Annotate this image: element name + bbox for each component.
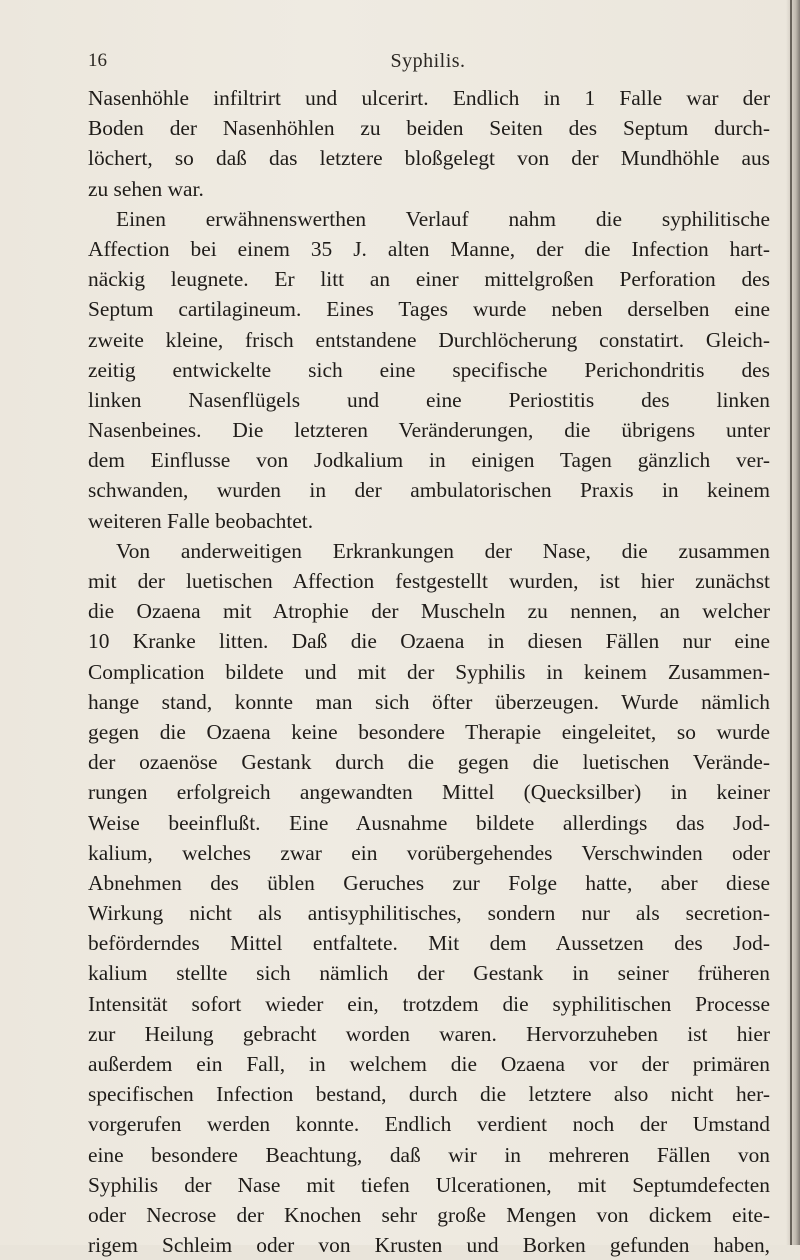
text-line: Intensität sofort wieder ein, trotzdem die syphilitischen Processe — [88, 991, 770, 1016]
text-line: löchert, so daß das letztere bloßgelegt von der Mundhöhle aus — [88, 146, 770, 171]
text-line: hange stand, konnte man sich öfter überzeugen. Wurde nämlich — [88, 689, 770, 714]
text-line: zur Heilung gebracht worden waren. Hervorzuheben ist hier — [88, 1021, 770, 1046]
text-line: vorgerufen werden konnte. Endlich verdient noch der Umstand — [88, 1112, 770, 1137]
running-head — [88, 50, 768, 80]
text-line: Wirkung nicht als antisyphilitisches, sondern nur als secretion- — [88, 901, 770, 926]
page-number: 16 — [88, 50, 107, 71]
text-line: näckig leugnete. Er litt an einer mittelgroßen Perforation des — [88, 267, 770, 292]
text-line: Weise beeinflußt. Eine Ausnahme bildete allerdings das Jod- — [88, 810, 770, 835]
text-line: oder Necrose der Knochen sehr große Mengen von dickem eite- — [88, 1202, 770, 1227]
body-text — [88, 83, 770, 1260]
text-line: Einen erwähnenswerthen Verlauf nahm die syphilitische — [116, 206, 770, 231]
text-line: kalium stellte sich nämlich der Gestank in seiner früheren — [88, 961, 770, 986]
text-line: specifischen Infection bestand, durch die letztere also nicht her- — [88, 1082, 770, 1107]
text-line: der ozaenöse Gestank durch die gegen die luetischen Verände- — [88, 750, 770, 775]
text-line: weiteren Falle beobachtet. — [88, 508, 314, 533]
text-line: Nasenbeines. Die letzteren Veränderungen, die übrigens unter — [88, 418, 770, 443]
text-line: schwanden, wurden in der ambulatorischen Praxis in keinem — [88, 478, 770, 503]
text-line: Complication bildete und mit der Syphilis in keinem Zusammen- — [88, 659, 770, 684]
paragraph — [88, 536, 770, 1260]
text-line: zu sehen war. — [88, 176, 204, 201]
text-line: Abnehmen des üblen Geruches zur Folge hatte, aber diese — [88, 870, 770, 895]
text-line: 10 Kranke litten. Daß die Ozaena in diesen Fällen nur eine — [88, 629, 770, 654]
text-line: Von anderweitigen Erkrankungen der Nase, die zusammen — [116, 538, 770, 563]
text-line: Septum cartilagineum. Eines Tages wurde neben derselben eine — [88, 297, 770, 322]
text-line: rungen erfolgreich angewandten Mittel (Quecksilber) in keiner — [88, 780, 770, 805]
text-line: rigem Schleim oder von Krusten und Borken gefunden haben, — [88, 1233, 770, 1258]
text-line: Syphilis der Nase mit tiefen Ulcerationen, mit Septumdefecten — [88, 1172, 770, 1197]
text-line: zweite kleine, frisch entstandene Durchlöcherung constatirt. Gleich- — [88, 327, 770, 352]
text-line: linken Nasenflügels und eine Periostitis des linken — [88, 387, 770, 412]
text-line: Nasenhöhle infiltrirt und ulcerirt. Endlich in 1 Falle war der — [88, 86, 770, 110]
page-edge-shadow — [786, 0, 800, 1245]
text-line: Affection bei einem 35 J. alten Manne, der die Infection hart- — [88, 236, 770, 261]
text-line: Boden der Nasenhöhlen zu beiden Seiten des Septum durch- — [88, 116, 770, 141]
paragraph — [88, 83, 770, 204]
paragraph — [88, 204, 770, 536]
text-line: zeitig entwickelte sich eine specifische Perichondritis des — [88, 357, 770, 382]
page-edge-line — [790, 0, 792, 1245]
page-title: Syphilis. — [390, 50, 466, 72]
text-line: außerdem ein Fall, in welchem die Ozaena vor der primären — [88, 1052, 770, 1076]
text-line: beförderndes Mittel entfaltete. Mit dem Aussetzen des Jod- — [88, 931, 770, 956]
text-line: die Ozaena mit Atrophie der Muscheln zu nennen, an welcher — [88, 599, 770, 624]
text-line: kalium, welches zwar ein vorübergehendes Verschwinden oder — [88, 840, 770, 865]
text-line: eine besondere Beachtung, daß wir in mehreren Fällen von — [88, 1142, 770, 1167]
text-line: mit der luetischen Affection festgestellt wurden, ist hier zunächst — [88, 569, 770, 593]
text-line: gegen die Ozaena keine besondere Therapie eingeleitet, so wurde — [88, 719, 770, 744]
text-line: dem Einflusse von Jodkalium in einigen Tagen gänzlich ver- — [88, 448, 770, 473]
